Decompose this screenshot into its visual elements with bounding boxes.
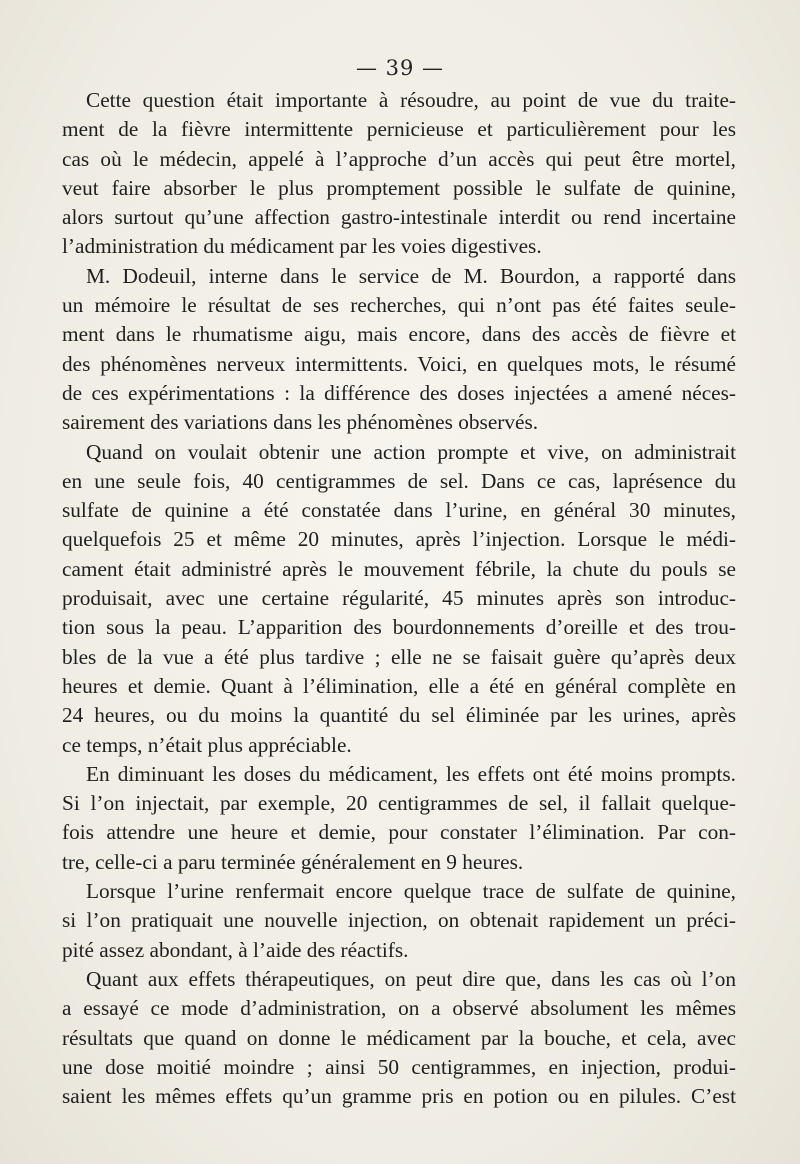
text-line: fois attendre une heure et demie, pour constater l’élimination. Par con-: [62, 820, 736, 845]
text-line: résultats que quand on donne le médicament par la bouche, et cela, avec: [62, 1025, 736, 1050]
text-line: si l’on pratiquait une nouvelle injection, on obtenait rapidement un préci-: [62, 908, 736, 933]
text-line: Lorsque l’urine renfermait encore quelque trace de sulfate de quinine,: [86, 879, 736, 904]
text-line: des phénomènes nerveux intermittents. Voici, en quelques mots, le résumé: [62, 351, 736, 376]
body-text: [62, 86, 736, 1111]
text-line: en une seule fois, 40 centigrammes de sel. Dans ce cas, laprésence du: [62, 468, 736, 493]
text-line: M. Dodeuil, interne dans le service de M. Bourdon, a rapporté dans: [86, 263, 736, 288]
text-line: l’administration du médicament par les voies digestives.: [62, 234, 542, 259]
page-number: — 39 —: [355, 56, 445, 80]
text-line: Cette question était importante à résoudre, au point de vue du traite-: [86, 88, 736, 112]
text-line: heures et demie. Quant à l’élimination, elle a été en général complète en: [62, 673, 736, 698]
text-line: 24 heures, ou du moins la quantité du sel éliminée par les urines, après: [62, 703, 736, 728]
text-line: une dose moitié moindre ; ainsi 50 centigrammes, en injection, produi-: [62, 1054, 736, 1079]
text-line: saient les mêmes effets qu’un gramme pris en potion ou en pilules. C’est: [62, 1084, 736, 1109]
text-line: tre, celle-ci a paru terminée généralement en 9 heures.: [62, 849, 524, 874]
text-line: quelquefois 25 et même 20 minutes, après l’injection. Lorsque le médi-: [62, 527, 736, 552]
text-line: sulfate de quinine a été constatée dans l’urine, en général 30 minutes,: [62, 498, 736, 523]
text-line: Si l’on injectait, par exemple, 20 centigrammes de sel, il fallait quelque-: [62, 791, 736, 816]
text-line: ment de la fièvre intermittente pernicieuse et particulièrement pour les: [62, 117, 736, 142]
text-line: ment dans le rhumatisme aigu, mais encore, dans des accès de fièvre et: [62, 322, 736, 347]
text-line: sairement des variations dans les phénomènes observés.: [62, 410, 539, 435]
text-line: de ces expérimentations : la différence des doses injectées a amené néces-: [62, 380, 736, 405]
text-line: tion sous la peau. L’apparition des bourdonnements d’oreille et des trou-: [62, 615, 736, 640]
text-line: veut faire absorber le plus promptement possible le sulfate de quinine,: [62, 175, 736, 200]
text-line: bles de la vue a été plus tardive ; elle ne se faisait guère qu’après deux: [62, 644, 736, 669]
text-line: cament était administré après le mouvement fébrile, la chute du pouls se: [62, 556, 736, 581]
text-line: En diminuant les doses du médicament, les effets ont été moins prompts.: [86, 761, 736, 786]
text-line: pité assez abondant, à l’aide des réactifs.: [62, 937, 409, 962]
text-line: alors surtout qu’une affection gastro-intestinale interdit ou rend incertaine: [62, 205, 736, 230]
text-line: Quant aux effets thérapeutiques, on peut dire que, dans les cas où l’on: [86, 966, 736, 991]
text-line: a essayé ce mode d’administration, on a observé absolument les mêmes: [62, 996, 736, 1021]
text-line: un mémoire le résultat de ses recherches, qui n’ont pas été faites seule-: [62, 293, 736, 318]
text-line: ce temps, n’était plus appréciable.: [62, 732, 352, 757]
text-line: Quand on voulait obtenir une action prompte et vive, on administrait: [86, 439, 736, 464]
text-line: produisait, avec une certaine régularité, 45 minutes après son introduc-: [62, 586, 736, 611]
text-line: cas où le médecin, appelé à l’approche d’un accès qui peut être mortel,: [62, 146, 736, 171]
